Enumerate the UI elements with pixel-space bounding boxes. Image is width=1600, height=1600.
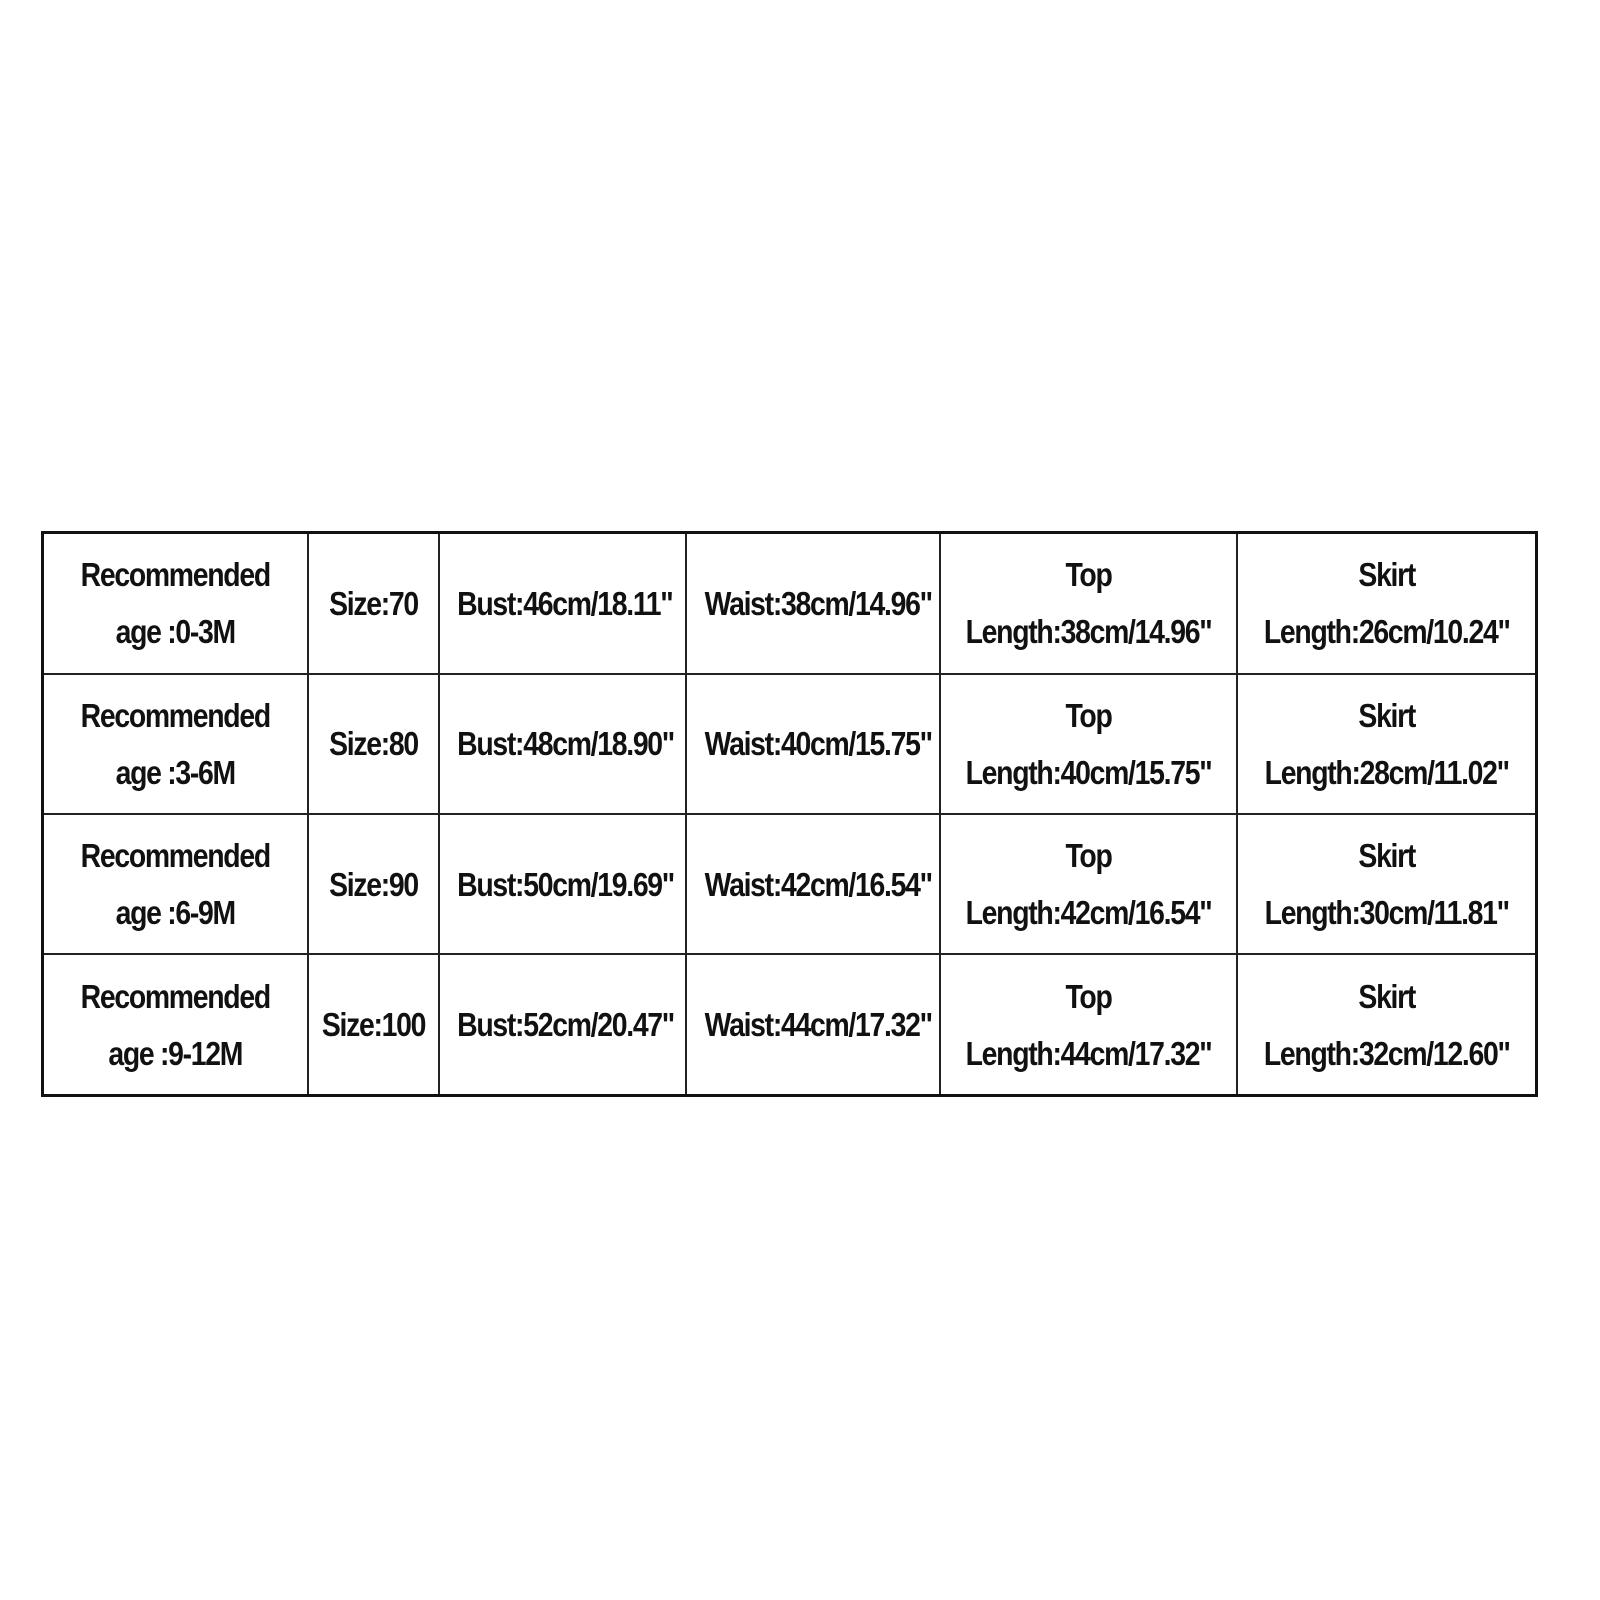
- top-label: Top: [1064, 977, 1112, 1015]
- skirt-length-value: Length:28cm/11.02": [1264, 753, 1509, 791]
- table-row: [43, 533, 1537, 674]
- top-length-cell: [940, 674, 1237, 814]
- age-label: Recommended: [80, 556, 270, 594]
- bust-cell: [439, 533, 686, 674]
- waist-value: Waist:38cm/14.96": [704, 584, 932, 622]
- table-row: [43, 954, 1537, 1095]
- top-label: Top: [1064, 556, 1112, 594]
- skirt-length-cell: [1237, 814, 1537, 954]
- top-length-cell: [940, 954, 1237, 1095]
- skirt-length-value: Length:26cm/10.24": [1263, 613, 1510, 651]
- skirt-label: Skirt: [1357, 696, 1415, 734]
- bust-value: Bust:48cm/18.90": [456, 725, 674, 763]
- bust-cell: [439, 954, 686, 1095]
- waist-cell: [686, 674, 940, 814]
- waist-value: Waist:44cm/17.32": [704, 1006, 932, 1044]
- skirt-length-value: Length:30cm/11.81": [1264, 894, 1509, 932]
- size-cell: [308, 954, 439, 1095]
- skirt-length-cell: [1237, 533, 1537, 674]
- waist-value: Waist:42cm/16.54": [704, 865, 932, 903]
- age-label: Recommended: [80, 837, 270, 875]
- skirt-length-cell: [1237, 954, 1537, 1095]
- bust-value: Bust:46cm/18.11": [456, 584, 672, 622]
- bust-value: Bust:52cm/20.47": [456, 1006, 674, 1044]
- age-range: age :3-6M: [115, 753, 235, 791]
- waist-value: Waist:40cm/15.75": [704, 725, 932, 763]
- top-length-value: Length:42cm/16.54": [965, 894, 1211, 932]
- size-value: Size:70: [328, 584, 418, 622]
- size-chart-table: [41, 531, 1538, 1097]
- age-range: age :6-9M: [115, 894, 235, 932]
- bust-cell: [439, 674, 686, 814]
- top-length-value: Length:40cm/15.75": [965, 753, 1211, 791]
- age-range: age :0-3M: [115, 613, 235, 651]
- skirt-label: Skirt: [1357, 556, 1415, 594]
- waist-cell: [686, 533, 940, 674]
- bust-cell: [439, 814, 686, 954]
- size-value: Size:100: [321, 1006, 425, 1044]
- table-row: [43, 814, 1537, 954]
- age-cell: [43, 954, 308, 1095]
- age-cell: [43, 814, 308, 954]
- skirt-label: Skirt: [1357, 977, 1415, 1015]
- top-label: Top: [1064, 696, 1112, 734]
- top-length-value: Length:38cm/14.96": [965, 613, 1211, 651]
- size-cell: [308, 533, 439, 674]
- age-cell: [43, 674, 308, 814]
- top-length-value: Length:44cm/17.32": [965, 1034, 1211, 1072]
- age-label: Recommended: [80, 696, 270, 734]
- age-cell: [43, 533, 308, 674]
- bust-value: Bust:50cm/19.69": [456, 865, 674, 903]
- top-label: Top: [1064, 837, 1112, 875]
- skirt-label: Skirt: [1357, 837, 1415, 875]
- waist-cell: [686, 814, 940, 954]
- size-value: Size:80: [328, 725, 418, 763]
- table-row: [43, 674, 1537, 814]
- size-cell: [308, 814, 439, 954]
- waist-cell: [686, 954, 940, 1095]
- top-length-cell: [940, 814, 1237, 954]
- size-cell: [308, 674, 439, 814]
- age-range: age :9-12M: [108, 1034, 243, 1072]
- age-label: Recommended: [80, 977, 270, 1015]
- skirt-length-value: Length:32cm/12.60": [1263, 1034, 1510, 1072]
- size-value: Size:90: [328, 865, 418, 903]
- skirt-length-cell: [1237, 674, 1537, 814]
- top-length-cell: [940, 533, 1237, 674]
